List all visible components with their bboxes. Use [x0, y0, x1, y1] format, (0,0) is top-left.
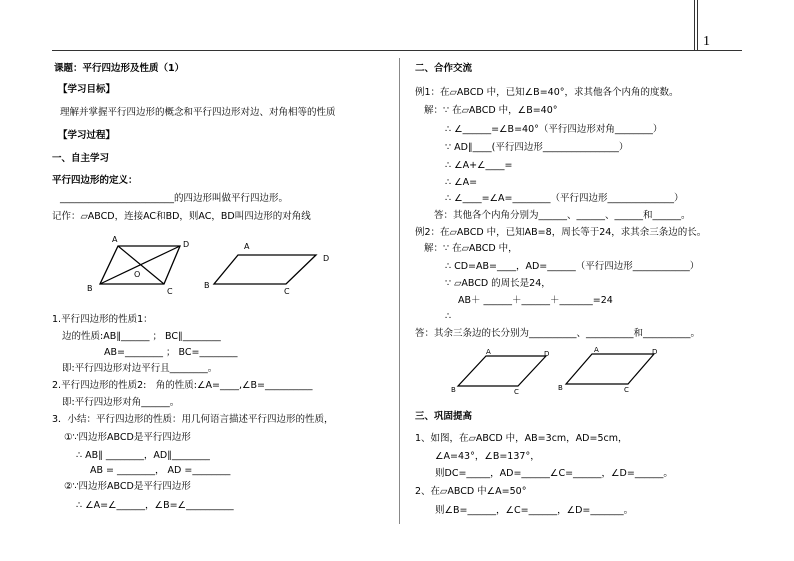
definition-line: ________________________的四边形叫做平行四边形。 — [60, 193, 289, 204]
page-number: 1 — [703, 34, 710, 49]
question2-a: 2、在▱ABCD 中∠A=50° — [415, 486, 527, 497]
section2-heading: 二、合作交流 — [415, 63, 473, 74]
summary-d: ②∵四边形ABCD是平行四边形 — [64, 481, 191, 492]
fig2-label-d: D — [323, 254, 330, 263]
example2-question: 例2：在▱ABCD 中，已知AB=8，周长等于24，求其余三条边的长。 — [415, 227, 707, 238]
fig1-label-c: C — [167, 287, 173, 296]
example1-step1: 解：∵ 在▱ABCD 中，∠B=40° — [424, 105, 558, 116]
summary-a: ①∵四边形ABCD是平行四边形 — [64, 432, 191, 443]
fig4-label-a: A — [594, 346, 599, 354]
fig1-label-a: A — [112, 235, 118, 244]
goal-text: 理解并掌握平行四边形的概念和平行四边形对边、对角相等的性质 — [60, 107, 336, 118]
process-heading: 【学习过程】 — [58, 130, 116, 141]
example2-step5: ∴ — [445, 311, 452, 322]
property1-equal: AB=________ ； BC=________ — [104, 347, 238, 358]
example1-step5: ∴ ∠A= — [445, 177, 478, 188]
parallelogram-figure-1 — [84, 232, 200, 296]
example1-step6: ∴ ∠____=∠A=________（平行四边形______________） — [445, 193, 684, 204]
fig3-label-a: A — [486, 348, 491, 356]
summary-b: ∴ AB∥ ________，AD∥________ — [76, 450, 210, 461]
example2-step3: ∵ ▱ABCD 的周长是24， — [445, 278, 551, 289]
fig4-label-c: C — [624, 386, 629, 394]
property1-conclusion: 即:平行四边形对边平行且________。 — [62, 363, 218, 374]
summary-c: AB = ________， AD =________ — [90, 465, 231, 476]
goal-heading: 【学习目标】 — [58, 84, 116, 95]
example2-step4: AB＋ ______＋______＋_______=24 — [458, 295, 613, 306]
fig2-label-c: C — [284, 287, 290, 296]
fig4-label-b: B — [558, 384, 563, 392]
question1-b: ∠A=43°，∠B=137°， — [435, 451, 540, 462]
parallelogram-figure-2 — [200, 238, 340, 296]
header-rule-left — [694, 0, 695, 50]
header-underline — [52, 50, 742, 51]
fig1-label-d: D — [183, 240, 190, 249]
summary-line: 3．小结：平行四边形的性质：用几何语言描述平行四边形的性质， — [52, 414, 334, 425]
fig2-label-b: B — [204, 281, 210, 290]
fig3-label-d: D — [544, 350, 550, 358]
header-rule-right — [697, 0, 698, 50]
property2-conclusion: 即:平行四边形对角______。 — [62, 397, 180, 408]
example2-step2: ∴ CD=AB=____，AD=______（平行四边形____________） — [445, 261, 700, 272]
example1-step2: ∴ ∠______=∠B=40°（平行四边形对角________） — [445, 124, 663, 135]
property1-title: 1.平行四边形的性质1： — [52, 314, 153, 325]
notation-text: 记作：▱ABCD，连接AC和BD，则AC，BD叫四边形的对角线 — [52, 211, 311, 222]
question1-a: 1、如图，在▱ABCD 中，AB=3cm，AD=5cm， — [415, 433, 628, 444]
property2-line: 2.平行四边形的性质2: 角的性质:∠A=____,∠B=__________ — [52, 380, 313, 391]
parallelogram-figure-4 — [558, 344, 668, 396]
section1-heading: 一、自主学习 — [52, 153, 110, 164]
example1-question: 例1：在▱ABCD 中，已知∠B=40°，求其他各个内角的度数。 — [415, 87, 679, 98]
course-title: 课题：平行四边形及性质（1） — [54, 63, 185, 74]
fig1-label-b: B — [87, 284, 93, 293]
example1-step3: ∵ AD∥____(平行四边形________________） — [445, 142, 629, 153]
example1-step4: ∴ ∠A+∠____= — [445, 160, 513, 171]
example2-step1: 解：∵ 在▱ABCD 中， — [424, 243, 518, 254]
fig1-label-o: O — [134, 270, 141, 279]
parallelogram-figure-3 — [448, 346, 558, 398]
question2-b: 则∠B=______，∠C=______，∠D=_______。 — [435, 505, 634, 516]
fig2-label-a: A — [244, 242, 250, 251]
section3-heading: 三、巩固提高 — [415, 411, 473, 422]
example1-answer: 答：其他各个内角分别为______、______、______和______。 — [434, 210, 691, 221]
property1-edge: 边的性质:AB∥______ ； BC∥________ — [62, 331, 221, 342]
fig3-label-c: C — [514, 388, 519, 396]
summary-e: ∴ ∠A=∠______，∠B=∠__________ — [76, 500, 234, 511]
question1-c: 则DC=_____，AD=______∠C=______，∠D=______。 — [435, 468, 673, 479]
fig4-label-d: D — [652, 348, 658, 356]
column-divider — [399, 58, 400, 524]
example2-answer: 答：其余三条边的长分别为__________、__________和__________。 — [415, 328, 701, 339]
definition-heading: 平行四边形的定义： — [52, 175, 138, 186]
fig3-label-b: B — [451, 386, 456, 394]
